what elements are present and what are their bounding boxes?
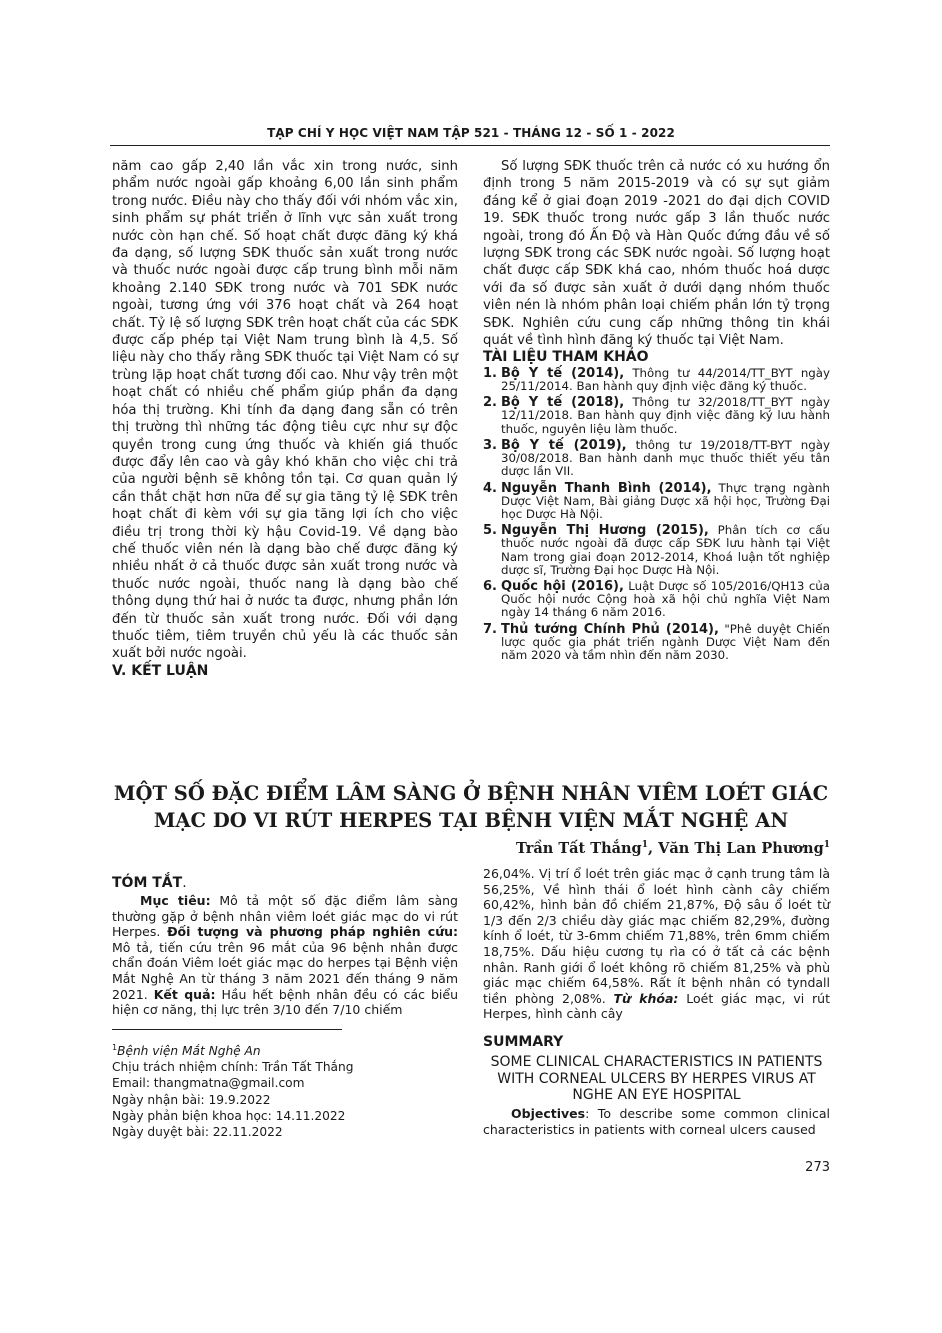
- reference-item: 4. Nguyễn Thanh Bình (2014), Thực trạng ngành Dược Việt Nam, Bài giảng Dược xã hội học, Trường Đại học Dược Hà Nội.: [483, 480, 830, 521]
- page-number: 273: [805, 1160, 830, 1175]
- summary-heading: SUMMARY: [483, 1034, 564, 1050]
- corresponding-author: Chịu trách nhiệm chính: Trần Tất Thắng: [112, 1060, 354, 1075]
- footnote-rule: [112, 1029, 342, 1030]
- reference-item: 5. Nguyễn Thị Hương (2015), Phân tích cơ cấu thuốc nước ngoài đã được cấp SĐK lưu hành tại Việt Nam trong giai đoạn 2012-2014, Khoá luận tốt nghiệp dược sĩ, Trường Đại học Dược Hà Nội.: [483, 523, 830, 577]
- author-name: Văn Thị Lan Phương: [658, 840, 824, 857]
- left-column: [112, 158, 458, 680]
- left-paragraph: năm cao gấp 2,40 lần vắc xin trong nước, sinh phẩm nước ngoài gấp khoảng 6,00 lần sinh phẩm trong nước. Điều này cho thấy đối với nhóm vắc xin, sinh phẩm sự phát triển ở lĩnh vực sản xuất trong nước còn hạn chế. Số hoạt chất được đăng ký khá đa dạng, số lượng SĐK thuốc sản xuất trong nước và thuốc nước ngoài được cấp trung bình mỗi năm khoảng 2.140 SĐK trong nước và 701 SĐK nước ngoài, tương ứng với 376 hoạt chất và 264 hoạt chất. Tỷ lệ số lượng SĐK trên hoạt chất của các SĐK được cấp phép tại Việt Nam trung bình là 4,5. Số liệu này cho thấy rằng SĐK thuốc tại Việt Nam có sự trùng lặp hoạt chất tương đối cao. Như vậy trên một hoạt chất có nhiều chế phẩm giúp phần đa dạng hóa thị trường. Khi tính đa dạng đang sẵn có trên thị trường thì những tác động tiêu cực như sự độc quyền trong cung ứng thuốc và khiến giá thuốc được đẩy lên cao và gây khó khăn cho việc chi trả của người bệnh sẽ không tồn tại. Cơ quan quản lý cần thắt chặt hơn nữa để sự gia tăng tỷ lệ SĐK trên hoạt chất đi kèm với sự gia tăng lợi ích cho việc điều trị trong thời kỳ hậu Covid-19. Về dạng bào chế thuốc viên nén là dạng bào chế được đăng ký nhiều nhất ở cả thuốc được sản xuất trong nước và thuốc nước ngoài, thuốc nang là dạng bào chế thông dụng thứ hai ở nước ta được, nhưng phần lớn đến từ thuốc sản xuất trong nước. Đối với dạng thuốc tiêm, tiêm truyền chủ yếu là các thuốc sản xuất bởi nước ngoài.: [112, 159, 458, 662]
- reference-item: 3. Bộ Y tế (2019), thông tư 19/2018/TT-BYT ngày 30/08/2018. Ban hành danh mục thuốc thiết yếu tân dược lần VII.: [483, 437, 830, 479]
- footnotes: [112, 1040, 442, 1140]
- abstract-heading: TÓM TẮT.: [112, 875, 187, 891]
- header-rule: [110, 145, 830, 146]
- date-reviewed: Ngày phản biện khoa học: 14.11.2022: [112, 1108, 346, 1123]
- abstract-right: 26,04%. Vị trí ổ loét trên giác mạc ở cạnh trung tâm là 56,25%, Về hình thái ổ loét hình cành cây chiếm 60,42%, hình bản đồ chiếm 21,87%, Độ sâu ổ loét từ 1/3 đến 2/3 chiều dày giác mạc chiếm 82,29%, đường kính ổ loét, từ 3-6mm chiếm 71,88%, trên 6mm chiếm 18,75%. Dấu hiệu cương tụ rìa có ở tất cả các bệnh nhân. Ranh giới ổ loét không rõ chiếm 81,25% và phù giác mạc chiếm 64,58%. Rất ít bệnh nhân có tyndall tiền phòng 2,08%. Từ khóa: Loét giác mạc, vi rút Herpes, hình cành cây: [483, 866, 831, 1022]
- reference-item: 2. Bộ Y tế (2018), Thông tư 32/2018/TT_BYT ngày 12/11/2018. Ban hành quy định việc đăng ký lưu hành thuốc, nguyên liệu làm thuốc.: [483, 395, 830, 436]
- references-list: [483, 367, 830, 662]
- english-abstract: Objectives: To describe some common clinical characteristics in patients with corneal ulcers caused: [483, 1106, 830, 1137]
- references-heading: TÀI LIỆU THAM KHẢO: [483, 349, 649, 366]
- english-title: SOME CLINICAL CHARACTERISTICS IN PATIENTS WITH CORNEAL ULCERS BY HERPES VIRUS AT NGHE AN EYE HOSPITAL: [490, 1054, 823, 1103]
- keywords: Loét giác mạc, vi rút Herpes, hình cành cây: [483, 990, 831, 1022]
- email: Email: thangmatna@gmail.com: [112, 1076, 305, 1091]
- conclusion-paragraph: Số lượng SĐK thuốc trên cả nước có xu hướng ổn định trong 5 năm 2015-2019 và có sự sụt giảm đáng kể ở giai đoạn 2019 -2021 do đại dịch COVID 19. SĐK thuốc trong nước gấp 3 lần thuốc nước ngoài, trong đó Ấn Độ và Hàn Quốc đứng đầu về số lượng SĐK trong các SĐK nước ngoài. Số lượng hoạt chất được cấp SĐK khá cao, nhóm thuốc hoá dược với đa số được sản xuất ở dưới dạng nhóm thuốc viên nén là nhóm phân loại chiếm phần lớn tỷ trọng SĐK. Nghiên cứu cung cấp những thông tin khái quát về tình hình đăng ký thuốc tại Việt Nam.: [483, 159, 830, 349]
- reference-item: 7. Thủ tướng Chính Phủ (2014), "Phê duyệt Chiến lược quốc gia phát triển ngành Dược Việt Nam đến năm 2020 và tầm nhìn đến năm 2030.: [483, 621, 830, 662]
- date-received: Ngày nhận bài: 19.9.2022: [112, 1092, 271, 1107]
- right-column: [483, 158, 830, 665]
- reference-item: 6. Quốc hội (2016), Luật Dược số 105/2016/QH13 của Quốc hội nước Cộng hoà xã hội chủ nghĩa Việt Nam ngày 14 tháng 6 năm 2016.: [483, 578, 831, 620]
- author-name: Trần Tất Thắng: [516, 840, 642, 857]
- reference-item: 1. Bộ Y tế (2014), Thông tư 44/2014/TT_BYT ngày 25/11/2014. Ban hành quy định việc đăng ký thuốc.: [483, 365, 830, 394]
- date-accepted: Ngày duyệt bài: 22.11.2022: [112, 1125, 283, 1140]
- affiliation: $^1$Bệnh viện Mắt Nghệ An: [112, 1043, 261, 1059]
- section-heading-conclusion: V. KẾT LUẬN: [112, 662, 209, 679]
- abstract-left: Mục tiêu: Mô tả một số đặc điểm lâm sàng thường gặp ở bệnh nhân viêm loét giác mạc do vi rút Herpes. Đối tượng và phương pháp nghiên cứu: Mô tả, tiến cứu trên 96 mắt của 96 bệnh nhân được chẩn đoán Viêm loét giác mạc do herpes tại Bệnh viện Mắt Nghệ An từ tháng 3 năm 2021 đến tháng 9 năm 2021. Kết quả: Hầu hết bệnh nhân đều có các biểu hiện cơ năng, thị lực trên 3/10 đến 7/10 chiếm: [112, 893, 458, 1018]
- article-title: MỘT SỐ ĐẶC ĐIỂM LÂM SÀNG Ở BỆNH NHÂN VIÊM LOÉT GIÁC MẠC DO VI RÚT HERPES TẠI BỆNH VIỆN MẮT NGHỆ AN: [113, 782, 829, 832]
- running-header: TẠP CHÍ Y HỌC VIỆT NAM TẬP 521 - THÁNG 12 - SỐ 1 - 2022: [267, 126, 675, 140]
- article-authors: Trần Tất Thắng$^1$, Văn Thị Lan Phương$^1$: [516, 840, 830, 857]
